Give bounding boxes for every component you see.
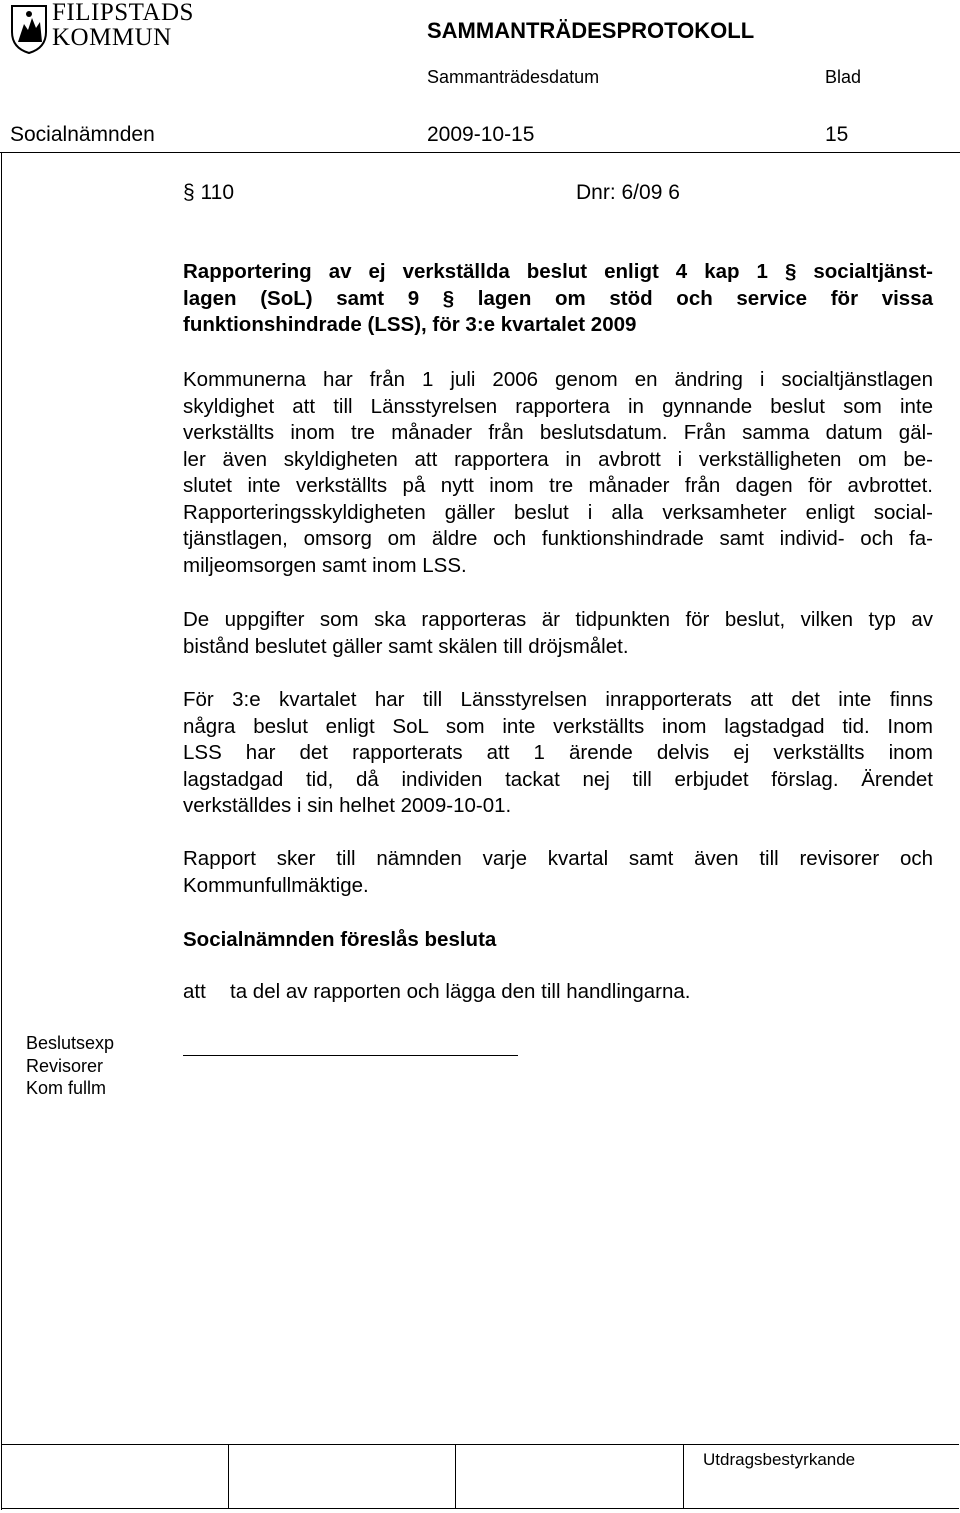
attestation-label: Utdragsbestyrkande <box>703 1450 856 1469</box>
footer-divider-2 <box>455 1444 456 1508</box>
org-name <box>52 0 194 50</box>
meeting-date: 2009-10-15 <box>427 123 535 146</box>
text-line: Rapport sker till nämnden varje kvartal samt även till revisorer och <box>183 847 933 870</box>
signature-line <box>183 1055 518 1056</box>
text-line: ler även skyldigheten att rapportera in avbrott i verkställigheten om be- <box>183 447 933 471</box>
text-line: Kommunerna har från 1 juli 2006 genom en ändring i socialtjänstlagen <box>183 368 933 391</box>
text-line: miljeomsorgen samt inom LSS. <box>183 553 467 577</box>
text-line: verkställdes i sin helhet 2009-10-01. <box>183 794 512 817</box>
paragraph-number: § 110 <box>183 181 234 204</box>
header-rule <box>0 152 960 153</box>
title-line: Rapportering av ej verkställda beslut enligt 4 kap 1 § socialtjänst- <box>183 260 933 283</box>
title-line: lagen (SoL) samt 9 § lagen om stöd och service för vissa <box>183 286 933 310</box>
text-line: några beslut enligt SoL som inte verkställts inom lagstadgad tid. Inom <box>183 714 933 738</box>
text-line: Rapporteringsskyldigheten gäller beslut i alla verksamheter enligt social- <box>183 500 933 524</box>
committee-name: Socialnämnden <box>10 123 155 146</box>
date-label: Sammanträdesdatum <box>427 67 600 87</box>
text-line: Kommunfullmäktige. <box>183 873 369 897</box>
case-title <box>183 259 933 339</box>
text-line: tjänstlagen, omsorg om äldre och funktionshindrade samt individ- och fa- <box>183 527 933 550</box>
org-line-2: KOMMUN <box>52 24 172 51</box>
dnr: Dnr: 6/09 6 <box>576 181 680 204</box>
text-line: skyldighet att till Länsstyrelsen rapportera in gynnande beslut som inte <box>183 394 933 418</box>
org-line-1: FILIPSTADS <box>52 0 194 26</box>
distribution-item: Revisorer <box>26 1055 104 1076</box>
decision-text: ta del av rapporten och lägga den till handlingarna. <box>230 980 691 1003</box>
text-line: De uppgifter som ska rapporteras är tidpunkten för beslut, vilken typ av <box>183 608 933 631</box>
text-line: För 3:e kvartalet har till Länsstyrelsen inrapporterats att det inte finns <box>183 688 933 711</box>
distribution-list <box>26 1032 114 1100</box>
distribution-item: Beslutsexp <box>26 1033 115 1053</box>
title-line: funktionshindrade (LSS), för 3:e kvartalet 2009 <box>183 313 637 336</box>
body-paragraph-4 <box>183 846 933 899</box>
proposal-heading: Socialnämnden föreslås besluta <box>183 928 497 951</box>
distribution-item: Kom fullm <box>26 1078 107 1098</box>
coat-of-arms-icon <box>10 4 50 54</box>
footer-rule-bottom <box>1 1508 959 1509</box>
text-line: LSS har det rapporterats att 1 ärende delvis ej verkställts inom <box>183 741 933 764</box>
footer-divider-1 <box>228 1444 229 1508</box>
body-paragraph-1 <box>183 367 933 579</box>
text-line: lagstadgad tid, då individen tackat nej till erbjudet förslag. Ärendet <box>183 767 933 791</box>
body-paragraph-2 <box>183 607 933 660</box>
frame-left <box>1 152 2 1510</box>
body-paragraph-3 <box>183 687 933 820</box>
text-line: verkställts inom tre månader från beslutsdatum. Från samma datum gäl- <box>183 421 933 444</box>
text-line: slutet inte verkställts på nytt inom tre månader från dagen för avbrottet. <box>183 474 933 497</box>
document-type: SAMMANTRÄDESPROTOKOLL <box>427 18 755 43</box>
att-label: att <box>183 980 206 1003</box>
page-label: Blad <box>825 67 862 87</box>
footer-divider-3 <box>683 1444 684 1508</box>
text-line: bistånd beslutet gäller samt skälen till dröjsmålet. <box>183 634 629 658</box>
page-number: 15 <box>825 123 849 146</box>
footer-rule-top <box>1 1444 959 1445</box>
